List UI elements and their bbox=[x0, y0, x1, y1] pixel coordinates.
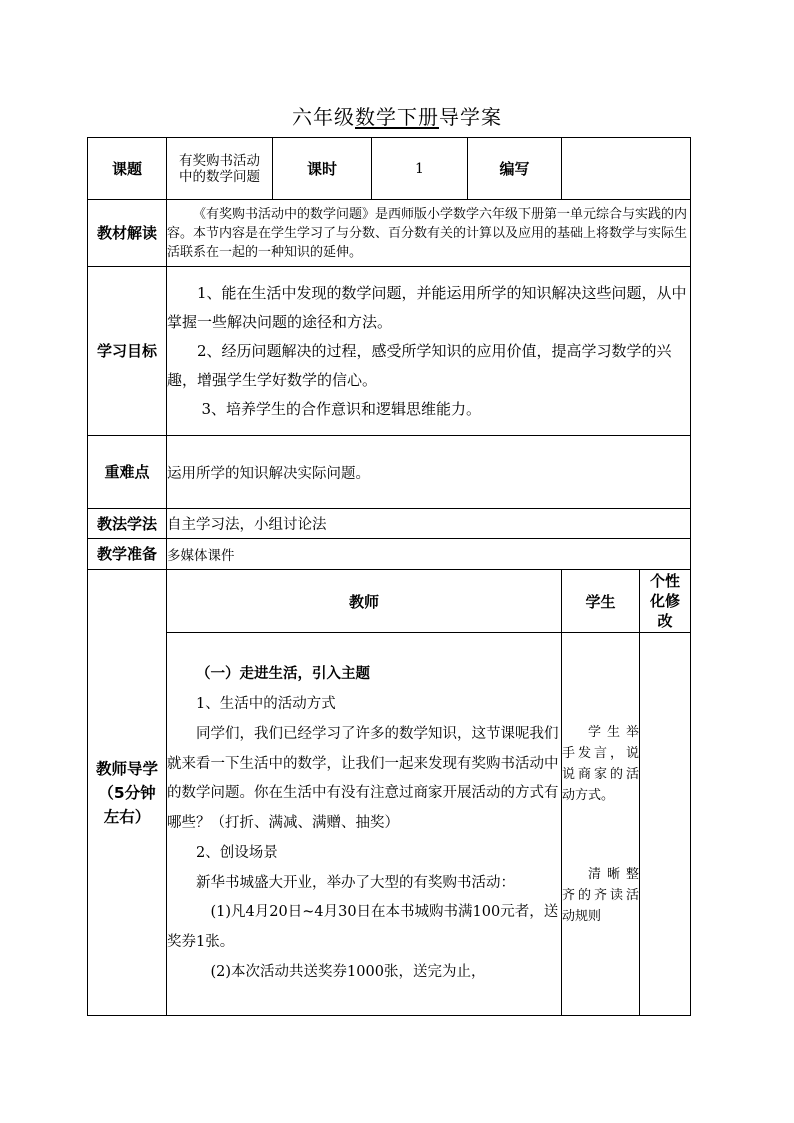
period-label: 课时 bbox=[273, 138, 372, 200]
goals-row bbox=[88, 267, 691, 436]
teacher-line: 1、生活中的活动方式 bbox=[196, 695, 336, 712]
preparation-text: 多媒体课件 bbox=[167, 539, 691, 570]
goals-cell bbox=[167, 267, 691, 436]
textbook-text-cell bbox=[167, 200, 691, 267]
author-value bbox=[562, 138, 691, 200]
key-points-row bbox=[88, 436, 691, 509]
student-column-header: 学生 bbox=[562, 570, 640, 633]
topic-value: 有奖购书活动中的数学问题 bbox=[167, 138, 273, 200]
header-row bbox=[88, 138, 691, 200]
lesson-plan-table bbox=[87, 137, 691, 1016]
preparation-row bbox=[88, 539, 691, 570]
student-line: 学生举手发言，说说商家的活动方式。 bbox=[562, 724, 640, 803]
title-suffix: 导学案 bbox=[439, 105, 502, 129]
teacher-line: 2、创设场景 bbox=[196, 844, 278, 861]
personal-content bbox=[640, 633, 691, 1016]
methods-row bbox=[88, 509, 691, 539]
teacher-line: (1)凡4月20日~4月30日在本书城购书满100元者，送奖券1张。 bbox=[167, 904, 559, 951]
teacher-line: (2)本次活动共送奖券1000张，送完为止， bbox=[210, 964, 486, 981]
teacher-line: 同学们，我们已经学习了许多的数学知识，这节课呢我们就来看一下生活中的数学，让我们一起来发现有奖购书活动中的数学问题。你在生活中有没有注意过商家开展活动的方式有哪些？（打折、满减、满赠、抽奖） bbox=[167, 725, 559, 832]
key-points-text: 运用所学的知识解决实际问题。 bbox=[167, 436, 691, 509]
goal-item: 2、经历问题解决的过程，感受所学知识的应用价值，提高学习数学的兴趣，增强学生学好数学的信心。 bbox=[167, 341, 672, 389]
teacher-line: （一）走进生活，引入主题 bbox=[196, 666, 370, 683]
goal-item: 1、能在生活中发现的数学问题，并能运用所学的知识解决这些问题，从中掌握一些解决问题的途径和方法。 bbox=[167, 283, 687, 331]
methods-text: 自主学习法，小组讨论法 bbox=[167, 509, 691, 539]
textbook-label: 教材解读 bbox=[88, 200, 167, 267]
guide-label-line1: 教师导学 bbox=[95, 759, 158, 778]
guide-label-line2: （5分钟左右） bbox=[98, 783, 156, 826]
preparation-label: 教学准备 bbox=[88, 539, 167, 570]
goal-item: 3、培养学生的合作意识和逻辑思维能力。 bbox=[201, 399, 482, 418]
page-title bbox=[0, 103, 794, 131]
guide-label bbox=[88, 570, 167, 1016]
title-grade: 六年级 bbox=[292, 105, 355, 129]
textbook-row bbox=[88, 200, 691, 267]
topic-label: 课题 bbox=[88, 138, 167, 200]
textbook-text: 《有奖购书活动中的数学问题》是西师版小学数学六年级下册第一单元综合与实践的内容。本节内容是在学生学习了与分数、百分数有关的计算以及应用的基础上将数学与实际生活联系在一起的一种知识的延伸。 bbox=[167, 206, 688, 260]
column-header-row bbox=[88, 570, 691, 633]
student-content bbox=[562, 633, 640, 1016]
guide-content-row bbox=[88, 633, 691, 1016]
methods-label: 教法学法 bbox=[88, 509, 167, 539]
teacher-column-header: 教师 bbox=[167, 570, 562, 633]
teacher-content bbox=[167, 633, 562, 1016]
student-line: 清晰整齐的齐读活动规则 bbox=[562, 866, 640, 924]
key-points-label: 重难点 bbox=[88, 436, 167, 509]
goals-label: 学习目标 bbox=[88, 267, 167, 436]
teacher-line: 新华书城盛大开业，举办了大型的有奖购书活动： bbox=[196, 874, 515, 891]
period-value: 1 bbox=[372, 138, 468, 200]
personal-column-header: 个性化修改 bbox=[640, 570, 691, 633]
title-subject: 数学下册 bbox=[355, 105, 439, 129]
author-label: 编写 bbox=[468, 138, 562, 200]
